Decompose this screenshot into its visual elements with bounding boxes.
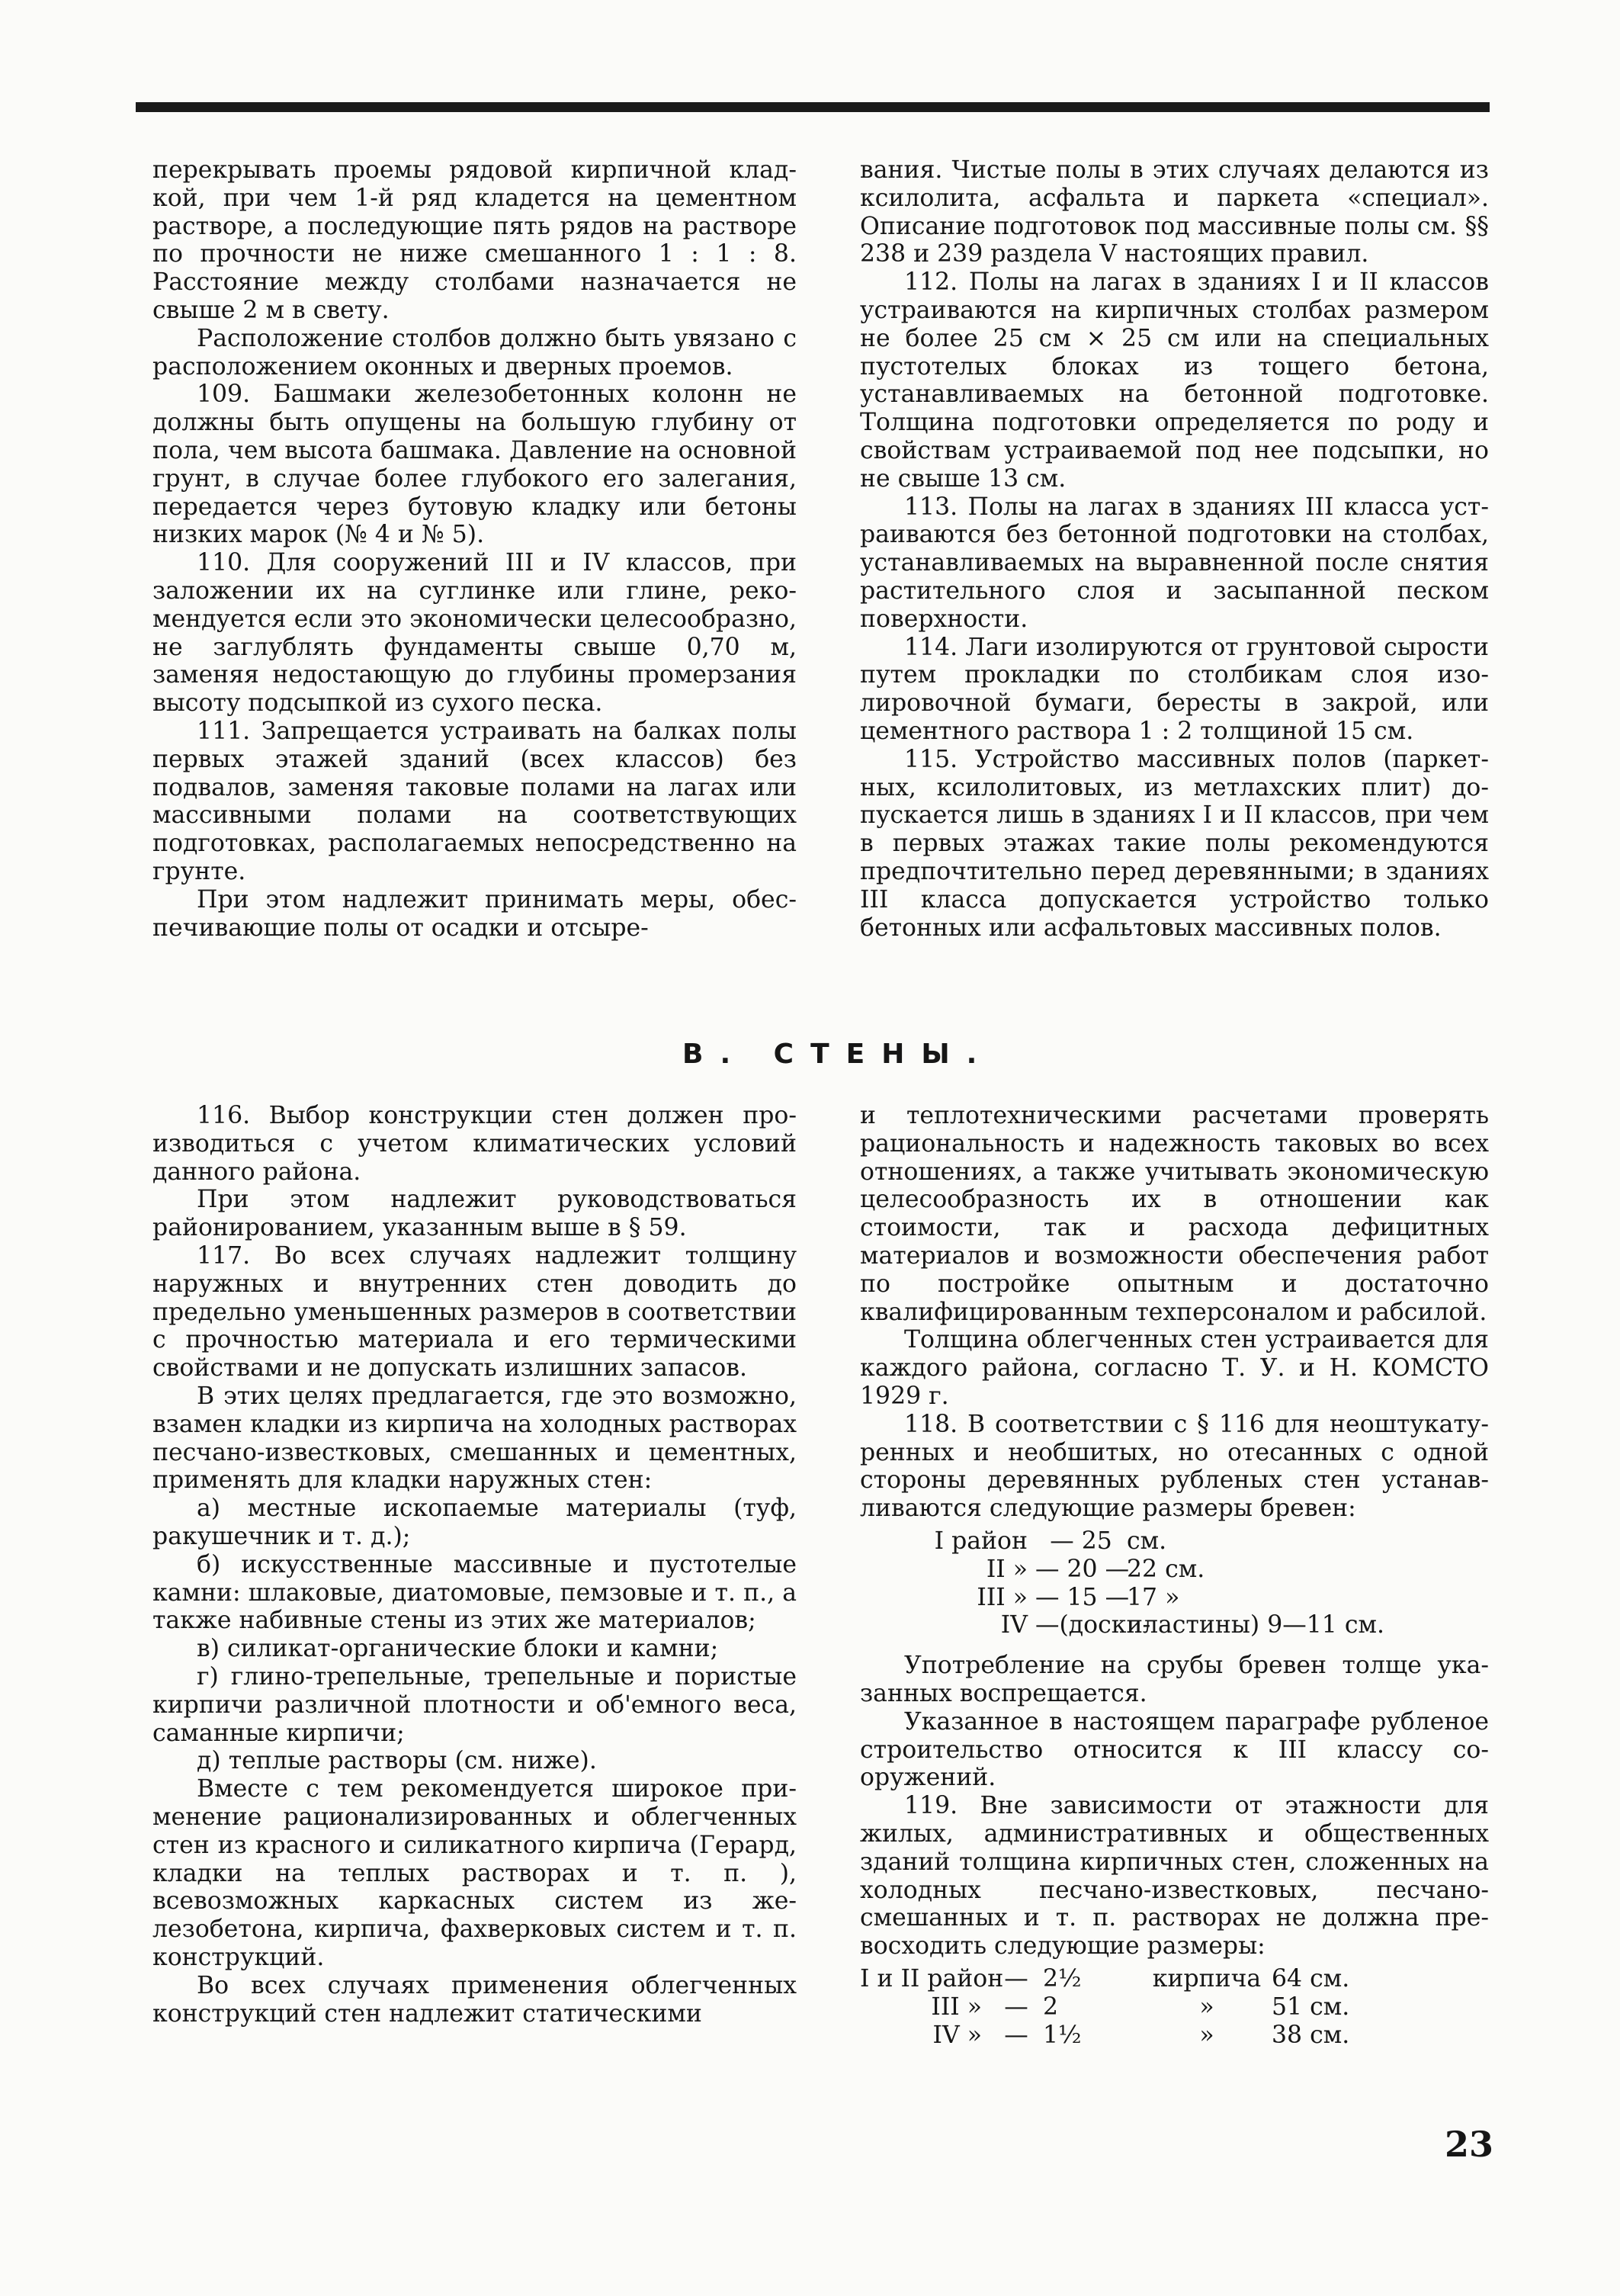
paragraph: и теплотехническими расчетами проверять рациональность и надежность таковых во всех отношениях, а также учитывать экономическую целесообразность их в отношении как стоимости, так и расхода дефицитных материалов и возможности обеспечения работ по постройке опытным и достаточно квалифицированным техперсоналом и рабсилой. [860,1102,1489,1326]
paragraph: а) местные ископаемые материалы (туф, ракушечник и т. д.); [152,1495,797,1550]
table-row: I район — 25 см. [934,1527,1167,1555]
paragraph: 113. Полы на лагах в зданиях III класса устраиваются без бетонной подготовки на столбах, устанавливаемых на выравненной после снятия растительного слоя и засыпанной песком поверхности. [860,493,1489,633]
paragraph: 119. Вне зависимости от этажности для жилых, административных и общественных зданий толщина кирпичных стен, сложенных на холодных песчано-известковых, песчано-смешанных и т. п. растворах не должна превосходить следующие размеры: [860,1792,1489,1960]
table-row: III » — 15 — 17 » [977,1583,1180,1611]
paragraph: перекрывать проемы рядовой кирпичной кладкой, при чем 1-й ряд кладется на цементном растворе, а последующие пять рядов на растворе по прочности не ниже смешанного 1 : 1 : 8. Расстояние между столбами назначается не свыше 2 м в свету. [152,156,797,324]
paragraph: 115. Устройство массивных полов (паркетных, ксилолитовых, из метлахских плит) допускается лишь в зданиях I и II классов, при чем в первых этажах такие полы рекомендуются предпочтительно перед деревянными; в зданиях III класса допускается устройство только бетонных или асфальтовых массивных полов. [860,745,1489,942]
paragraph: 116. Выбор конструкции стен должен производиться с учетом климатических условий данного района. [152,1102,797,1186]
paragraph: г) глино-трепельные, трепельные и пористые кирпичи различной плотности и об'емного веса, саманные кирпичи; [152,1662,797,1747]
paragraph: 110. Для сооружений III и IV классов, при заложении их на суглинке или глине, рекомендуется если это экономически целесообразно, не заглублять фундаменты свыше 0,70 м, заменяя недостающую до глубины промерзания высоту подсыпкой из сухого песка. [152,549,797,718]
brick-wall-table [860,1965,1489,2049]
paragraph: При этом надлежит руководствоваться районированием, указанным выше в § 59. [152,1186,797,1242]
column-top-left [152,156,797,942]
column-top-right [860,156,1489,942]
page-number: 23 [1445,2124,1494,2165]
paragraph: Расположение столбов должно быть увязано с расположением оконных и дверных проемов. [152,324,797,381]
header-rule [136,102,1490,112]
paragraph: 118. В соответствии с § 116 для неоштукатуренных и необшитых, но отесанных с одной стороны деревянных рубленых стен устанавливаются следующие размеры бревен: [860,1410,1489,1523]
paragraph: д) теплые растворы (см. ниже). [197,1747,597,1775]
log-size-table [860,1527,1489,1639]
paragraph: Толщина облегченных стен устраивается для каждого района, согласно Т. У. и Н. КОМСТО 1929 г. [860,1326,1489,1410]
paragraph: Указанное в настоящем параграфе рубленое строительство относится к III классу сооружений. [860,1707,1489,1792]
paragraph: б) искусственные массивные и пустотелые камни: шлаковые, диатомовые, пемзовые и т. п., а также набивные стены из этих же материалов; [152,1550,797,1635]
table-row: IV —(доски- пластины) 9—11 см. [1000,1611,1385,1639]
table-row: III » — 2 » 51 см. [931,1993,1350,2021]
paragraph: При этом надлежит принимать меры, обеспечивающие полы от осадки и отсыре- [152,885,797,942]
paragraph: 109. Башмаки железобетонных колонн не должны быть опущены на большую глубину от пола, чем высота башмака. Давление на основной грунт, в случае более глубокого его залегания, передается через бутовую кладку или бетоны низких марок (№ 4 и № 5). [152,381,797,549]
paragraph: 111. Запрещается устраивать на балках полы первых этажей зданий (всех классов) без подвалов, заменяя таковые полами на лагах или массивными полами на соответствующих подготовках, располагаемых непосредственно на грунте. [152,717,797,885]
table-row: I и II район — 2½ кирпича 64 см. [860,1964,1350,1993]
paragraph: Вместе с тем рекомендуется широкое применение рационализированных и облегченных стен из красного и силикатного кирпича (Герард, кладки на теплых растворах и т. п. ), всевозможных каркасных систем из железобетона, кирпича, фахверковых систем и т. п. конструкций. [152,1775,797,1971]
paragraph: 114. Лаги изолируются от грунтовой сырости путем прокладки по столбикам слоя изолировочной бумаги, бересты в закрой, или цементного раствора 1 : 2 толщиной 15 см. [860,633,1489,745]
paragraph: 117. Во всех случаях надлежит толщину наружных и внутренних стен доводить до предельно уменьшенных размеров в соответствии с прочностью материала и его термическими свойствами и не допускать излишних запасов. [152,1241,797,1382]
paragraph: 112. Полы на лагах в зданиях I и II классов устраиваются на кирпичных столбах размером не более 25 см × 25 см или на специальных пустотелых блоках из тощего бетона, устанавливаемых на бетонной подготовке. Толщина подготовки определяется по роду и свойствам устраиваемой под нее подсыпки, но не свыше 13 см. [860,268,1489,493]
column-bottom-right [860,1102,1489,2061]
paragraph: В этих целях предлагается, где это возможно, взамен кладки из кирпича на холодных растворах песчано-известковых, смешанных и цементных, применять для кладки наружных стен: [152,1382,797,1495]
table-row: IV » — 1½ » 38 см. [932,2021,1350,2049]
section-title: В. СТЕНЫ. [682,1039,994,1070]
paragraph: вания. Чистые полы в этих случаях делаются из ксилолита, асфальта и паркета «специал». Описание подготовок под массивные полы см. §§ 238 и 239 раздела V настоящих правил. [860,156,1489,268]
table-row: II » — 20 — 22 см. [986,1555,1205,1583]
paragraph: Употребление на срубы бревен толще указанных воспрещается. [860,1652,1489,1707]
paragraph: в) силикат-органические блоки и камни; [197,1635,719,1663]
column-bottom-left [152,1102,797,2028]
paragraph: Во всех случаях применения облегченных конструкций стен надлежит статическими [152,1971,797,2028]
